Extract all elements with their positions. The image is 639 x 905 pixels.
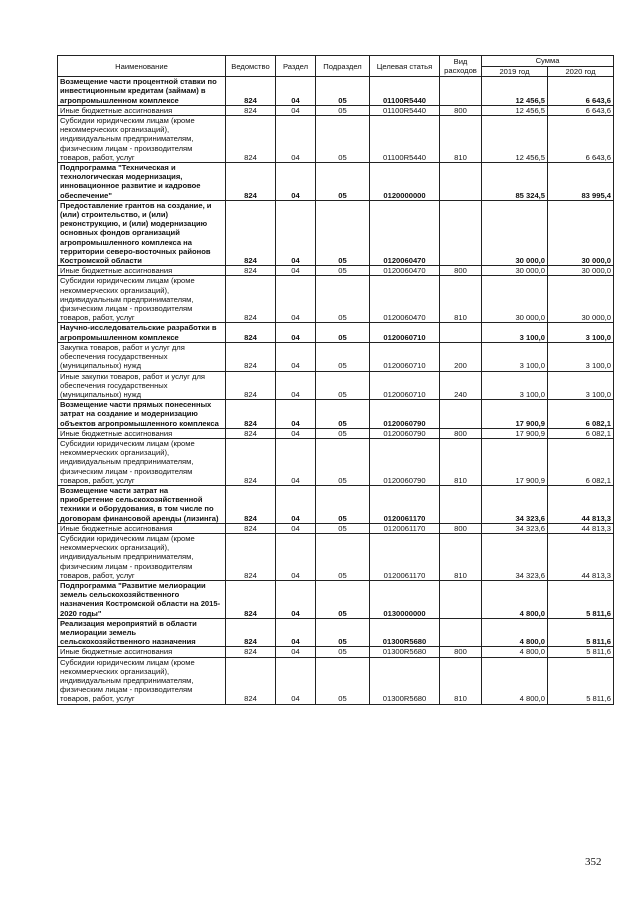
cell-kind: 810 (440, 533, 482, 580)
cell-dept: 824 (226, 105, 276, 115)
cell-subsection: 05 (316, 105, 370, 115)
cell-kind: 200 (440, 342, 482, 371)
cell-name: Иные бюджетные ассигнования (58, 266, 226, 276)
cell-dept: 824 (226, 428, 276, 438)
cell-y2019: 17 900,9 (482, 400, 548, 429)
cell-target: 0120060790 (370, 400, 440, 429)
cell-y2020: 5 811,6 (548, 618, 614, 647)
cell-kind: 800 (440, 105, 482, 115)
cell-dept: 824 (226, 657, 276, 704)
cell-dept: 824 (226, 371, 276, 400)
cell-subsection: 05 (316, 428, 370, 438)
cell-subsection: 05 (316, 323, 370, 342)
cell-dept: 824 (226, 116, 276, 163)
cell-name: Подпрограмма "Развитие мелиорации земель сельскохозяйственного назначения Костромской области на 2015-2020 годы" (58, 580, 226, 618)
cell-name: Иные бюджетные ассигнования (58, 105, 226, 115)
cell-section: 04 (276, 342, 316, 371)
cell-kind: 800 (440, 523, 482, 533)
cell-y2019: 30 000,0 (482, 200, 548, 265)
cell-section: 04 (276, 618, 316, 647)
table-row (58, 485, 614, 523)
cell-y2020: 6 082,1 (548, 400, 614, 429)
cell-section: 04 (276, 116, 316, 163)
cell-name: Субсидии юридическим лицам (кроме некоммерческих организаций), индивидуальным предпринимателям, физическим лицам - производителям товаров, работ, услуг (58, 116, 226, 163)
cell-kind (440, 580, 482, 618)
cell-target: 0120060710 (370, 371, 440, 400)
cell-name: Научно-исследовательские разработки в агропромышленном комплексе (58, 323, 226, 342)
cell-y2020: 30 000,0 (548, 266, 614, 276)
cell-section: 04 (276, 163, 316, 201)
cell-kind (440, 163, 482, 201)
page-number: 352 (585, 856, 602, 868)
cell-kind (440, 618, 482, 647)
cell-name: Возмещение части прямых понесенных затрат на создание и модернизацию объектов агропромышленного комплекса (58, 400, 226, 429)
cell-y2019: 34 323,6 (482, 523, 548, 533)
cell-y2019: 3 100,0 (482, 342, 548, 371)
cell-target: 01300R5680 (370, 657, 440, 704)
cell-kind: 810 (440, 438, 482, 485)
cell-target: 01100R5440 (370, 116, 440, 163)
cell-subsection: 05 (316, 533, 370, 580)
cell-y2019: 17 900,9 (482, 438, 548, 485)
cell-dept: 824 (226, 523, 276, 533)
cell-y2020: 6 082,1 (548, 438, 614, 485)
table-row (58, 276, 614, 323)
cell-subsection: 05 (316, 580, 370, 618)
cell-y2020: 6 643,6 (548, 77, 614, 106)
cell-y2019: 3 100,0 (482, 323, 548, 342)
header-sum: Сумма (482, 56, 614, 67)
cell-y2020: 6 082,1 (548, 428, 614, 438)
table-row (58, 580, 614, 618)
cell-target: 01100R5440 (370, 77, 440, 106)
cell-section: 04 (276, 400, 316, 429)
table-row (58, 400, 614, 429)
cell-y2019: 17 900,9 (482, 428, 548, 438)
cell-y2019: 4 800,0 (482, 618, 548, 647)
cell-subsection: 05 (316, 371, 370, 400)
table-row (58, 428, 614, 438)
cell-subsection: 05 (316, 116, 370, 163)
cell-name: Иные бюджетные ассигнования (58, 523, 226, 533)
header-subsection: Подраздел (316, 56, 370, 77)
cell-section: 04 (276, 523, 316, 533)
cell-name: Предоставление грантов на создание, и (или) строительство, и (или) реконструкцию, и (или) модернизацию основных фондов организаций агропромышленного комплекса на территории северо-восточных районов Костромской области (58, 200, 226, 265)
cell-section: 04 (276, 266, 316, 276)
cell-target: 01300R5680 (370, 618, 440, 647)
cell-target: 0120060710 (370, 342, 440, 371)
cell-subsection: 05 (316, 657, 370, 704)
cell-section: 04 (276, 533, 316, 580)
cell-kind (440, 485, 482, 523)
cell-dept: 824 (226, 438, 276, 485)
cell-section: 04 (276, 200, 316, 265)
cell-name: Возмещение части процентной ставки по инвестиционным кредитам (займам) в агропромышленном комплексе (58, 77, 226, 106)
table-row (58, 323, 614, 342)
cell-subsection: 05 (316, 485, 370, 523)
cell-name: Возмещение части затрат на приобретение сельскохозяйственной техники и оборудования, в том числе по договорам финансовой аренды (лизинга) (58, 485, 226, 523)
cell-subsection: 05 (316, 438, 370, 485)
cell-subsection: 05 (316, 618, 370, 647)
budget-table (57, 55, 614, 705)
cell-subsection: 05 (316, 163, 370, 201)
cell-dept: 824 (226, 533, 276, 580)
cell-target: 0120000000 (370, 163, 440, 201)
cell-subsection: 05 (316, 77, 370, 106)
cell-subsection: 05 (316, 276, 370, 323)
header-name: Наименование (58, 56, 226, 77)
cell-kind: 800 (440, 266, 482, 276)
table-row (58, 371, 614, 400)
cell-dept: 824 (226, 77, 276, 106)
table-row (58, 618, 614, 647)
cell-kind (440, 400, 482, 429)
cell-name: Иные закупки товаров, работ и услуг для обеспечения государственных (муниципальных) нужд (58, 371, 226, 400)
table-row (58, 266, 614, 276)
cell-target: 0120060470 (370, 266, 440, 276)
cell-y2020: 5 811,6 (548, 580, 614, 618)
cell-subsection: 05 (316, 266, 370, 276)
cell-target: 0120060470 (370, 276, 440, 323)
cell-section: 04 (276, 657, 316, 704)
cell-y2020: 6 643,6 (548, 116, 614, 163)
cell-target: 0120060790 (370, 438, 440, 485)
cell-y2019: 30 000,0 (482, 276, 548, 323)
cell-y2020: 5 811,6 (548, 657, 614, 704)
table-row (58, 657, 614, 704)
cell-section: 04 (276, 438, 316, 485)
cell-subsection: 05 (316, 200, 370, 265)
cell-section: 04 (276, 371, 316, 400)
cell-subsection: 05 (316, 342, 370, 371)
cell-kind: 240 (440, 371, 482, 400)
cell-y2019: 12 456,5 (482, 77, 548, 106)
cell-section: 04 (276, 580, 316, 618)
cell-dept: 824 (226, 276, 276, 323)
cell-name: Подпрограмма "Техническая и технологическая модернизация, инновационное развитие и кадровое обеспечение" (58, 163, 226, 201)
cell-kind: 810 (440, 276, 482, 323)
cell-target: 01300R5680 (370, 647, 440, 657)
cell-y2019: 4 800,0 (482, 647, 548, 657)
cell-y2019: 4 800,0 (482, 580, 548, 618)
cell-y2019: 34 323,6 (482, 533, 548, 580)
cell-y2019: 85 324,5 (482, 163, 548, 201)
cell-y2019: 12 456,5 (482, 116, 548, 163)
cell-target: 0120060790 (370, 428, 440, 438)
cell-dept: 824 (226, 647, 276, 657)
cell-kind (440, 200, 482, 265)
header-2019: 2019 год (482, 67, 548, 77)
header-kind: Вид расходов (440, 56, 482, 77)
header-2020: 2020 год (548, 67, 614, 77)
cell-dept: 824 (226, 485, 276, 523)
header-target: Целевая статья (370, 56, 440, 77)
cell-section: 04 (276, 485, 316, 523)
cell-kind: 810 (440, 657, 482, 704)
cell-kind: 800 (440, 428, 482, 438)
cell-target: 0120061170 (370, 485, 440, 523)
cell-dept: 824 (226, 323, 276, 342)
cell-target: 0120061170 (370, 533, 440, 580)
cell-target: 01100R5440 (370, 105, 440, 115)
cell-dept: 824 (226, 163, 276, 201)
cell-y2020: 30 000,0 (548, 200, 614, 265)
table-row (58, 523, 614, 533)
cell-y2019: 3 100,0 (482, 371, 548, 400)
cell-y2020: 5 811,6 (548, 647, 614, 657)
cell-dept: 824 (226, 200, 276, 265)
table-header (58, 56, 614, 77)
cell-section: 04 (276, 105, 316, 115)
cell-subsection: 05 (316, 523, 370, 533)
cell-name: Субсидии юридическим лицам (кроме некоммерческих организаций), индивидуальным предпринимателям, физическим лицам - производителям товаров, работ, услуг (58, 438, 226, 485)
table-row (58, 533, 614, 580)
cell-dept: 824 (226, 266, 276, 276)
cell-name: Реализация мероприятий в области мелиорации земель сельскохозяйственного назначения (58, 618, 226, 647)
cell-target: 0120061170 (370, 523, 440, 533)
cell-subsection: 05 (316, 400, 370, 429)
table-row (58, 163, 614, 201)
cell-section: 04 (276, 323, 316, 342)
cell-y2019: 30 000,0 (482, 266, 548, 276)
table-row (58, 105, 614, 115)
cell-section: 04 (276, 647, 316, 657)
cell-kind: 810 (440, 116, 482, 163)
table-row (58, 116, 614, 163)
table-body (58, 77, 614, 704)
cell-y2020: 44 813,3 (548, 533, 614, 580)
header-dept: Ведомство (226, 56, 276, 77)
cell-subsection: 05 (316, 647, 370, 657)
table-row (58, 647, 614, 657)
cell-target: 0130000000 (370, 580, 440, 618)
cell-name: Закупка товаров, работ и услуг для обеспечения государственных (муниципальных) нужд (58, 342, 226, 371)
cell-y2020: 6 643,6 (548, 105, 614, 115)
cell-y2020: 83 995,4 (548, 163, 614, 201)
cell-name: Субсидии юридическим лицам (кроме некоммерческих организаций), индивидуальным предпринимателям, физическим лицам - производителям товаров, работ, услуг (58, 533, 226, 580)
cell-y2019: 12 456,5 (482, 105, 548, 115)
cell-y2019: 4 800,0 (482, 657, 548, 704)
cell-kind (440, 323, 482, 342)
table-row (58, 342, 614, 371)
cell-y2020: 3 100,0 (548, 371, 614, 400)
cell-dept: 824 (226, 342, 276, 371)
cell-kind (440, 77, 482, 106)
header-section: Раздел (276, 56, 316, 77)
cell-section: 04 (276, 77, 316, 106)
cell-name: Субсидии юридическим лицам (кроме некоммерческих организаций), индивидуальным предпринимателям, физическим лицам - производителям товаров, работ, услуг (58, 657, 226, 704)
cell-y2020: 3 100,0 (548, 323, 614, 342)
cell-dept: 824 (226, 580, 276, 618)
cell-y2020: 30 000,0 (548, 276, 614, 323)
cell-y2020: 3 100,0 (548, 342, 614, 371)
cell-name: Иные бюджетные ассигнования (58, 647, 226, 657)
cell-kind: 800 (440, 647, 482, 657)
cell-dept: 824 (226, 618, 276, 647)
cell-section: 04 (276, 276, 316, 323)
cell-name: Иные бюджетные ассигнования (58, 428, 226, 438)
cell-name: Субсидии юридическим лицам (кроме некоммерческих организаций), индивидуальным предпринимателям, физическим лицам - производителям товаров, работ, услуг (58, 276, 226, 323)
table-row (58, 200, 614, 265)
cell-y2019: 34 323,6 (482, 485, 548, 523)
cell-target: 0120060470 (370, 200, 440, 265)
cell-section: 04 (276, 428, 316, 438)
cell-y2020: 44 813,3 (548, 485, 614, 523)
cell-y2020: 44 813,3 (548, 523, 614, 533)
cell-dept: 824 (226, 400, 276, 429)
cell-target: 0120060710 (370, 323, 440, 342)
table-row (58, 77, 614, 106)
table-row (58, 438, 614, 485)
